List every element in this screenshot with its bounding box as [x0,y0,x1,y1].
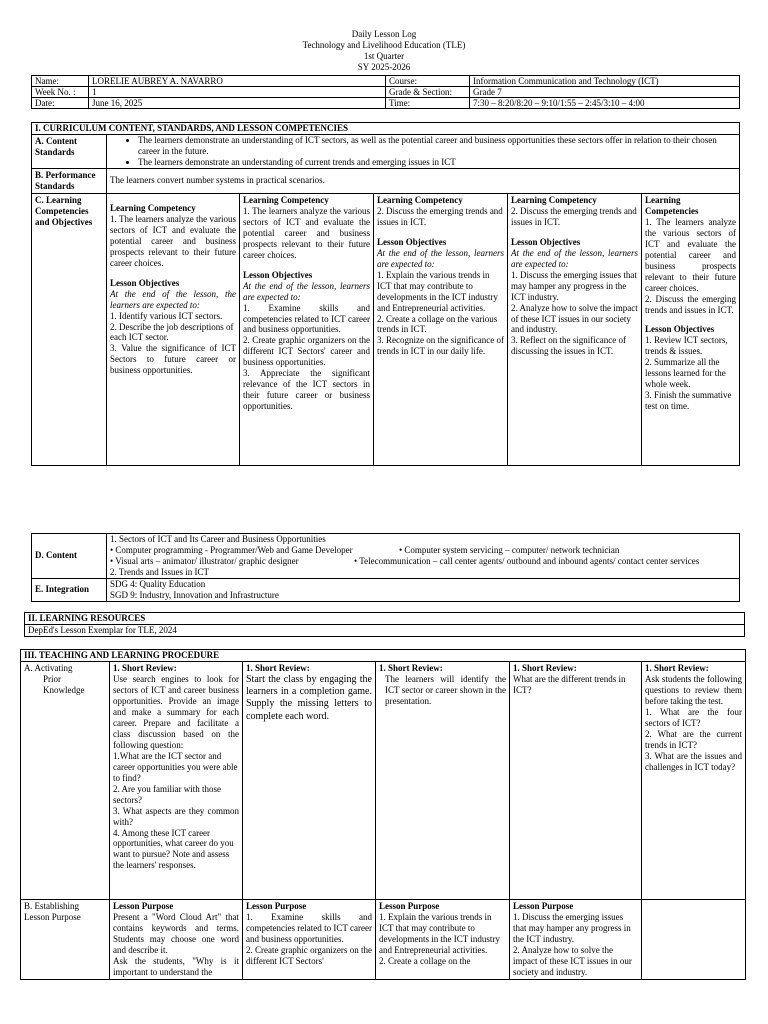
content-line: 1. Sectors of ICT and Its Career and Business Opportunities [110,534,326,544]
objective-item: 2. Analyze how to solve the impact of these ICT issues in our society and industry. [511,302,638,335]
objective-item: 3. Appreciate the significant relevance of the ICT sectors in their future career or business opportunities. [243,368,370,412]
objective-item: 1. Discuss the emerging issues that may hamper any progress in the ICT industry. [511,269,637,302]
competency-title: Learning Competency [243,194,329,205]
name-label: Name: [32,76,89,87]
section-1-title: I. CURRICULUM CONTENT, STANDARDS, AND LESSON COMPETENCIES [32,123,740,135]
doc-title: Daily Lesson Log [351,29,417,39]
integration-body [107,578,740,601]
objectives-intro: At the end of the lesson, the learners are expected to: [110,288,236,310]
grade-label: Grade & Section: [386,87,470,98]
course-label: Course: [386,76,470,87]
week-value: 1 [89,87,386,98]
competency-text-2: 2. Discuss the emerging trends and issues in ICT. [645,293,736,315]
purpose-text: 2. Create graphic organizers on the different ICT Sectors' [246,944,372,966]
objective-item: 1. Explain the various trends in ICT that may contribute to developments in the ICT industry and Entrepreneurial activities. [377,269,498,313]
day-3-competencies [374,193,508,465]
performance-standards: The learners convert number systems in practical scenarios. [107,168,740,193]
review-title: 1. Short Review: [246,662,310,673]
objectives-title: Lesson Objectives [645,324,715,335]
objectives-title: Lesson Objectives [243,269,313,280]
objective-item: 1. Examine skills and competencies related to ICT career and business opportunities. [243,302,370,335]
week-label: Week No. : [32,87,89,98]
review-text: Start the class by engaging the learners in a completion game. Supply the missing letters to complete each word. [246,673,372,722]
objective-item: 2. Describe the job descriptions of each ICT sector. [110,321,234,343]
objective-item: 2. Summarize all the lessons learned for the whole week. [645,357,726,390]
objective-item: 1. Identify various ICT sectors. [110,310,223,321]
content-standards [107,134,740,168]
objectives-intro: At the end of the lesson, learners are expected to: [377,247,504,269]
time-label: Time: [386,98,470,109]
date-value: June 16, 2025 [89,98,386,109]
name-value: LORELIE AUBREY A. NAVARRO [89,76,386,87]
document-header [0,29,768,73]
establishing-label: B. Establishing Lesson Purpose [21,899,110,979]
day-1-review [110,661,243,899]
day-4-review [510,661,642,899]
day-5-competencies [642,193,740,465]
curriculum-table [31,122,740,466]
review-title: 1. Short Review: [113,662,177,673]
doc-school-year: SY 2025-2026 [357,62,411,72]
section-2-title: II. LEARNING RESOURCES [25,613,745,625]
purpose-title: Lesson Purpose [246,900,307,911]
competency-title: Learning Competency [377,194,463,205]
purpose-title: Lesson Purpose [113,900,174,911]
purpose-text: 1. Explain the various trends in ICT that may contribute to developments in the ICT industry and Entrepreneurial activities. [379,911,500,955]
review-text: Use search engines to look for sectors of ICT and career business opportunities. Provide an image and make a summary for each career. Prepare and facilitate a class discussion based on the following question: [113,673,239,750]
content-bullet: • Computer programming - Programmer/Web and Game Developer [110,544,353,555]
review-text: What are the different trends in ICT? [513,673,626,695]
day-5-purpose [642,899,746,979]
day-3-purpose [376,899,510,979]
review-question: 1.What are the ICT sector and career opportunities you were able to find? [113,750,238,783]
objective-item: 3. Finish the summative test on time. [645,390,732,412]
doc-subject: Technology and Livelihood Education (TLE) [302,40,466,50]
objective-item: 2. Create graphic organizers on the different ICT Sectors' career and business opportunities. [243,335,370,368]
content-bullet: • Computer system servicing – computer/ network technician [399,544,620,555]
content-bullet: • Visual arts – animator/ illustrator/ graphic designer [110,555,299,566]
objective-item: 2. Create a collage on the various trends in ICT. [377,313,498,335]
day-3-review [376,661,510,899]
review-question: 3. What aspects are they common with? [113,805,239,827]
section-3-title: III. TEACHING AND LEARNING PROCEDURE [21,650,746,662]
competency-title: Learning Competency [110,202,196,213]
integration-item: SGD 9: Industry, Innovation and Infrastructure [110,589,279,600]
doc-quarter: 1st Quarter [363,51,405,61]
purpose-text: 1. Discuss the emerging issues that may hamper any progress in the ICT industry. [513,911,631,944]
competency-text: 2. Discuss the emerging trends and issues in ICT. [377,205,503,227]
day-1-purpose [110,899,243,979]
activating-label: A. Activating Prior Knowledge [21,661,110,899]
procedure-table [20,649,746,980]
objective-item: 3. Value the significance of ICT Sectors to future career or business opportunities. [110,343,236,376]
content-standard-item: • The learners demonstrate an understanding of ICT sectors, as well as the potential career and business opportunities these sectors offer in relation to their chosen career in the future. [138,135,736,157]
info-row-name [32,76,740,87]
purpose-title: Lesson Purpose [379,900,440,911]
review-question: 2. What are the current trends in ICT? [645,728,742,750]
review-text: Ask students the following questions to review them before taking the test. [645,673,742,706]
content-table [31,533,740,602]
competencies-label: C. Learning Competencies and Objectives [32,193,107,465]
review-question: 4. Among these ICT career opportunities, what career do you want to pursue? Note and assess the learners' responses. [113,827,234,871]
day-2-review [243,661,376,899]
content-label: D. Content [32,534,107,579]
content-standard-item: • The learners demonstrate an understanding of current trends and emerging issues in ICT [138,157,736,168]
competency-text: 2. Discuss the emerging trends and issues in ICT. [511,205,637,227]
day-4-purpose [510,899,642,979]
day-5-review [642,661,746,899]
day-2-competencies [240,193,374,465]
info-row-date [32,98,740,109]
integration-item: SDG 4: Quality Education [110,578,206,589]
competency-text: 1. The learners analyze the various sectors of ICT and evaluate the potential career and business prospects relevant to their future career choices. [645,216,736,293]
review-question: 3. What are the issues and challenges in ICT today? [645,750,742,772]
grade-value: Grade 7 [470,87,740,98]
purpose-text: Ask the students, "Why is it important to understand the [113,955,239,977]
purpose-text: 2. Analyze how to solve the impact of these ICT issues in our society and industry. [513,944,632,977]
day-1-competencies [107,193,240,465]
purpose-title: Lesson Purpose [513,900,574,911]
content-line [110,545,736,556]
day-4-competencies [508,193,642,465]
purpose-text: 2. Create a collage on the [379,955,471,966]
competency-title: Learning Competencies [645,194,699,216]
review-question: 2. Are you familiar with those sectors? [113,783,221,805]
content-standards-list [110,135,736,168]
performance-standards-label: B. Performance Standards [32,168,107,193]
course-value: Information Communication and Technology (ICT) [470,76,740,87]
competency-text: 1. The learners analyze the various sectors of ICT and evaluate the potential career and business prospects relevant to their future career choices. [243,205,370,260]
competency-title: Learning Competency [511,194,597,205]
purpose-text: Present a "Word Cloud Art" that contains keywords and terms. Students may choose one word and describe it. [113,911,239,955]
resources-table [24,612,745,637]
integration-label: E. Integration [32,578,107,601]
content-body [107,534,740,579]
objectives-title: Lesson Objectives [511,236,581,247]
date-label: Date: [32,98,89,109]
objectives-title: Lesson Objectives [110,277,180,288]
competency-text: 1. The learners analyze the various sectors of ICT and evaluate the potential career and business prospects relevant to their future career choices. [110,213,236,268]
objective-item: 1. Review ICT sectors, trends & issues. [645,335,728,357]
content-line [110,556,736,567]
review-title: 1. Short Review: [379,662,443,673]
objectives-intro: At the end of the lesson, learners are expected to: [511,247,638,269]
review-title: 1. Short Review: [513,662,577,673]
time-value: 7:30 – 8:20/8:20 – 9:10/1:55 – 2:45/3:10 – 4:00 [470,98,740,109]
content-line: 2. Trends and Issues in ICT [110,566,210,577]
objective-item: 3. Reflect on the significance of discussing the issues in ICT. [511,335,626,357]
review-title: 1. Short Review: [645,662,709,673]
objective-item: 3. Recognize on the significance of trends in ICT in our daily life. [377,335,504,357]
review-text: The learners will identify the ICT sector or career shown in the presentation. [385,673,506,706]
info-row-week [32,87,740,98]
objectives-title: Lesson Objectives [377,236,447,247]
info-table [31,75,740,109]
purpose-text: 1. Examine skills and competencies related to ICT career and business opportunities. [246,911,372,944]
objectives-intro: At the end of the lesson, learners are expected to: [243,280,370,302]
review-question: 1. What are the four sectors of ICT? [645,706,742,728]
day-2-purpose [243,899,376,979]
content-standards-label: A. Content Standards [32,134,107,168]
resources-value: DepEd's Lesson Exemplar for TLE, 2024 [25,624,745,636]
content-bullet: • Telecommunication – call center agents/ outbound and inbound agents/ contact center services [354,555,700,566]
